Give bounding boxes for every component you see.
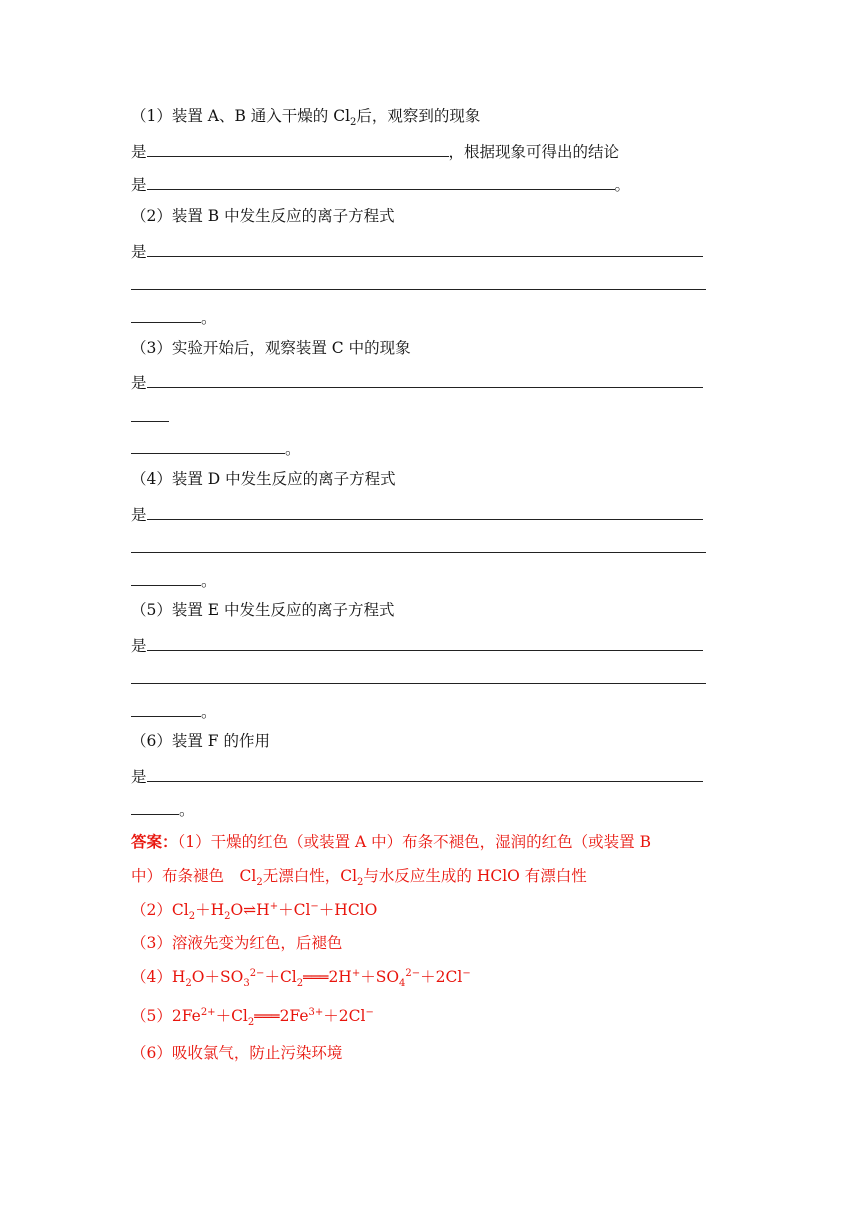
q3-answer-line-1: 是 bbox=[131, 371, 703, 393]
q3-title: （3）实验开始后，观察装置 C 中的现象 bbox=[131, 339, 411, 357]
q4-title: （4）装置 D 中发生反应的离子方程式 bbox=[131, 470, 396, 488]
q6-blank-2[interactable] bbox=[131, 798, 179, 815]
q1-blank-conclusion[interactable] bbox=[147, 173, 615, 190]
q4-blank-1[interactable] bbox=[147, 503, 703, 520]
answer-6: （6）吸收氯气，防止污染环境 bbox=[131, 1044, 343, 1062]
q5-title: （5）装置 E 中发生反应的离子方程式 bbox=[131, 601, 395, 619]
q3-answer-line-3: 。 bbox=[131, 437, 301, 459]
q4-blank-2[interactable] bbox=[131, 552, 706, 553]
q1-answer-line-1: 是 ，根据现象可得出的结论 bbox=[131, 140, 619, 162]
answer-5: $(5)2Fe^{2+}+Cl_2═══2Fe^{3+}+2Cl^-$ bbox=[131, 1006, 374, 1029]
q3-blank-3[interactable] bbox=[131, 437, 285, 454]
answer-4: $(4)H_2O+SO_3^{2-}+Cl_2═══2H^++SO_4^{2-}+2Cl^-$ bbox=[131, 967, 471, 990]
q5-blank-2[interactable] bbox=[131, 683, 706, 684]
q6-answer-line-1: 是 bbox=[131, 765, 703, 787]
answer-2: $(2)Cl_2+H_2O\rightleftharpoons H^++Cl^-+HClO$ bbox=[131, 900, 378, 923]
q3-blank-2[interactable] bbox=[131, 421, 169, 422]
q1-blank-phenomenon[interactable] bbox=[147, 140, 449, 157]
q2-blank-2[interactable] bbox=[131, 289, 706, 290]
q4-answer-line-3: 。 bbox=[131, 569, 217, 591]
q6-title: （6）装置 F 的作用 bbox=[131, 732, 270, 750]
q2-answer-line-3: 。 bbox=[131, 306, 217, 328]
q4-blank-3[interactable] bbox=[131, 569, 201, 586]
q1-answer-line-2: 是 。 bbox=[131, 173, 630, 195]
q3-blank-1[interactable] bbox=[147, 371, 703, 388]
q2-blank-1[interactable] bbox=[147, 240, 703, 257]
q6-blank-1[interactable] bbox=[147, 765, 703, 782]
q2-answer-line-1: 是 bbox=[131, 240, 703, 262]
q2-blank-3[interactable] bbox=[131, 306, 201, 323]
q5-blank-1[interactable] bbox=[147, 634, 703, 651]
q4-answer-line-1: 是 bbox=[131, 503, 703, 525]
q5-answer-line-1: 是 bbox=[131, 634, 703, 656]
q1-title: （1）装置 A、B 通入干燥的 $Cl_2$后，观察到的现象 bbox=[131, 107, 481, 129]
q6-answer-line-2: 。 bbox=[131, 798, 195, 820]
q2-title: （2）装置 B 中发生反应的离子方程式 bbox=[131, 207, 395, 225]
answer-label: 答案： bbox=[131, 832, 178, 851]
answer-3: （3）溶液先变为红色，后褪色 bbox=[131, 934, 343, 952]
answer-1-line-1: 答案：（1）干燥的红色（或装置 A 中）布条不褪色，湿润的红色（或装置 B bbox=[131, 832, 651, 851]
answer-1-line-2: 中）布条褪色 $Cl_2$无漂白性，$Cl_2$与水反应生成的 HClO 有漂白性 bbox=[131, 867, 587, 889]
q5-blank-3[interactable] bbox=[131, 700, 201, 717]
q5-answer-line-3: 。 bbox=[131, 700, 217, 722]
